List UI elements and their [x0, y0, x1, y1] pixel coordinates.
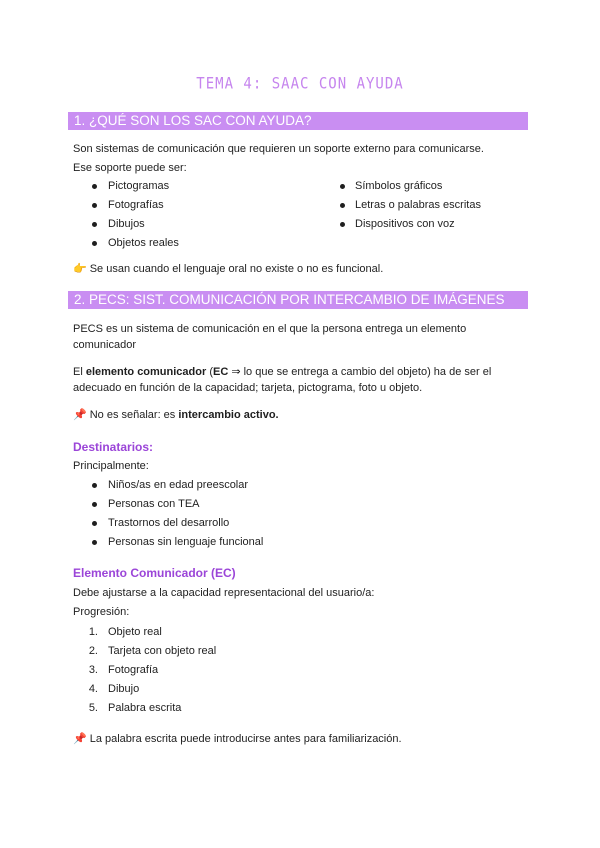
dest-intro: Principalmente: [73, 460, 149, 472]
bullet [92, 222, 97, 227]
list-item: Trastornos del desarrollo [108, 517, 230, 529]
list-item: Fotografías [108, 199, 164, 211]
list-number: 2. [88, 645, 98, 657]
list-item: Dibujo [108, 683, 140, 695]
note-text: No es señalar: es [89, 409, 179, 421]
bullet [92, 540, 97, 545]
list-number: 4. [88, 683, 98, 695]
note-text: La palabra escrita puede introducirse antes para familiarización. [89, 733, 402, 745]
bullet [92, 521, 97, 526]
note-text: Se usan cuando el lenguaje oral no existe o no es funcional. [89, 263, 384, 275]
section2-note [73, 408, 279, 421]
list-number: 5. [88, 702, 98, 714]
bullet [340, 184, 345, 189]
bullet [340, 222, 345, 227]
bullet [92, 483, 97, 488]
subheading-elemento-comunicador: Elemento Comunicador (EC) [73, 566, 236, 580]
list-number: 1. [88, 626, 98, 638]
section1-header: 1. ¿QUÉ SON LOS SAC CON AYUDA? [68, 112, 528, 130]
text: El [73, 366, 86, 378]
list-item: Dispositivos con voz [355, 218, 455, 230]
pushpin-icon: 📌 [73, 409, 87, 421]
bold-term: intercambio activo. [178, 409, 279, 421]
pushpin-icon: 📌 [73, 733, 87, 745]
list-item: Fotografía [108, 664, 159, 676]
bold-term: EC [213, 366, 229, 378]
ec-note [73, 732, 402, 745]
list-number: 3. [88, 664, 98, 676]
list-item: Personas sin lenguaje funcional [108, 536, 264, 548]
text: ( [206, 366, 213, 378]
list-item: Pictogramas [108, 180, 170, 192]
list-item: Objeto real [108, 626, 162, 638]
bullet [92, 184, 97, 189]
pointing-hand-icon: 👉 [73, 263, 87, 275]
section1-paragraph: Son sistemas de comunicación que requieren un soporte externo para comunicarse. [73, 143, 484, 155]
text: ⇒ lo que se entrega a cambio del objeto) ha de ser el adecuado en función de la capacidad; tarjeta, pictograma, foto u objeto. [73, 366, 492, 394]
section2-paragraph-2 [73, 364, 513, 396]
bold-term: elemento comunicador [85, 366, 207, 378]
page-title: TEMA 4: SAAC CON AYUDA [196, 74, 404, 94]
list-item: Tarjeta con objeto real [108, 645, 217, 657]
bullet [92, 502, 97, 507]
section1-note [73, 262, 383, 275]
list-item: Dibujos [108, 218, 145, 230]
section2-header: 2. PECS: SIST. COMUNICACIÓN POR INTERCAMBIO DE IMÁGENES [68, 291, 528, 309]
list-item: Letras o palabras escritas [355, 199, 481, 211]
bullet [92, 241, 97, 246]
subheading-destinatarios: Destinatarios: [73, 440, 154, 454]
section2-paragraph-1: PECS es un sistema de comunicación en el que la persona entrega un elemento comunicador [73, 323, 467, 351]
bullet [92, 203, 97, 208]
list-item: Personas con TEA [108, 498, 200, 510]
list-item: Símbolos gráficos [355, 180, 443, 192]
ec-progresion: Progresión: [73, 606, 130, 618]
section1-intro: Ese soporte puede ser: [73, 162, 187, 174]
list-item: Palabra escrita [108, 702, 182, 714]
bullet [340, 203, 345, 208]
ec-paragraph: Debe ajustarse a la capacidad representacional del usuario/a: [73, 587, 375, 599]
list-item: Niños/as en edad preescolar [108, 479, 249, 491]
list-item: Objetos reales [108, 237, 179, 249]
